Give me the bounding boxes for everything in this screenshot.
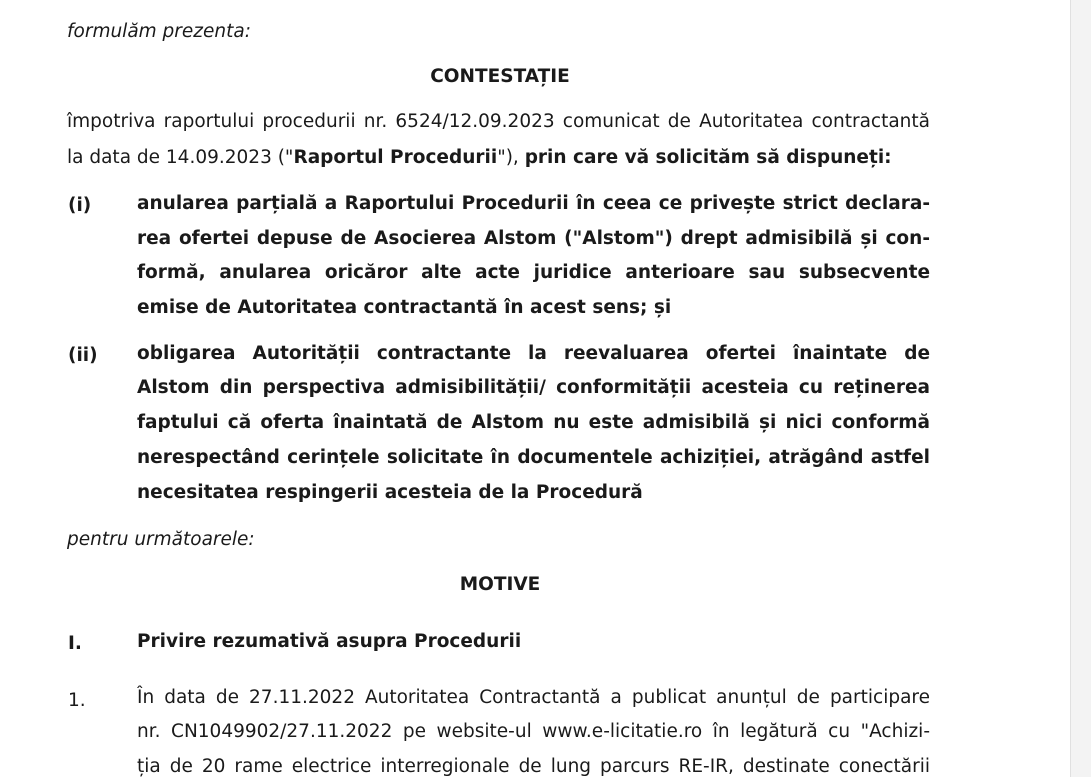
request-intro: prin care vă solicităm să dispuneți: <box>524 147 892 168</box>
request-ii-line-3: faptului că oferta înaintată de Alstom nu este admisibilă și nici conformă <box>137 412 930 433</box>
heading-contestatie: CONTESTAȚIE <box>430 66 570 87</box>
point-1-marker: 1. <box>68 690 86 711</box>
para-impotriva-line-1: împotriva raportului procedurii nr. 6524/12.09.2023 comunicat de Autoritatea contractantă <box>67 111 930 132</box>
request-ii-marker: (ii) <box>68 345 98 366</box>
request-ii-line-2: Alstom din perspectiva admisibilității/ conformității acesteia cu reținerea <box>137 377 930 398</box>
request-ii-line-1: obligarea Autorității contractante la reevaluarea ofertei înaintate de <box>137 343 930 364</box>
section-i-marker: I. <box>68 633 82 654</box>
request-i-line-2: rea ofertei depuse de Asocierea Alstom ("Alstom") drept admisibilă și con- <box>137 228 930 249</box>
point-1-line-3: ția de 20 rame electrice interregionale de lung parcurs RE-IR, destinate conectării <box>137 756 930 777</box>
request-i-line-1: anularea parțială a Raportului Procedurii în ceea ce privește strict declara- <box>137 193 930 214</box>
request-ii-line-4: nerespectând cerințele solicitate în documentele achiziției, atrăgând astfel <box>137 447 930 468</box>
point-1-line-2: nr. CN1049902/27.11.2022 pe website-ul www.e-licitatie.ro în legătură cu "Achizi- <box>137 721 930 742</box>
request-i-line-4: emise de Autoritatea contractantă în acest sens; și <box>137 297 672 318</box>
request-ii-line-5: necesitatea respingerii acesteia de la Procedură <box>137 482 643 503</box>
pentru-text: pentru următoarele: <box>67 529 255 550</box>
request-i-line-3: formă, anularea oricăror alte acte juridice anterioare sau subsecvente <box>137 262 930 283</box>
vertical-scrollbar[interactable] <box>1070 0 1091 777</box>
para-impotriva-line-2 <box>67 146 892 170</box>
defined-term: Raportul Procedurii <box>293 147 498 168</box>
intro-text: formulăm prezenta: <box>67 21 251 42</box>
section-i-title: Privire rezumativă asupra Procedurii <box>137 631 522 652</box>
line2-c: "), <box>497 147 525 168</box>
line2-a: la data de 14.09.2023 (" <box>67 147 294 168</box>
request-i-marker: (i) <box>68 195 92 216</box>
point-1-line-1: În data de 27.11.2022 Autoritatea Contractantă a publicat anunțul de participare <box>137 687 930 708</box>
heading-motive: MOTIVE <box>459 574 541 595</box>
